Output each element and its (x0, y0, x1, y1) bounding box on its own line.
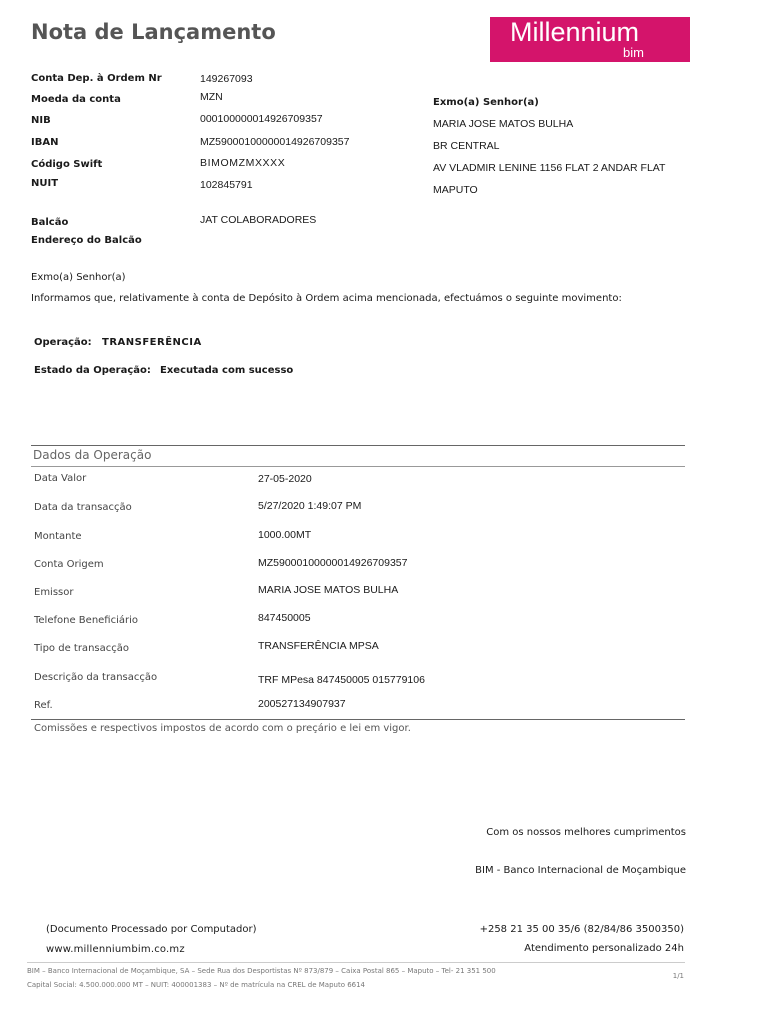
recipient-line-address: AV VLADMIR LENINE 1156 FLAT 2 ANDAR FLAT (433, 162, 666, 174)
op-row-label: Emissor (34, 587, 74, 598)
op-row-value: 847450005 (258, 612, 311, 624)
op-row-label: Conta Origem (34, 559, 104, 570)
letter-body: Informamos que, relativamente à conta de Depósito à Ordem acima mencionada, efectuámos o seguinte movimento: (31, 293, 622, 304)
recipient-line-city: MAPUTO (433, 184, 478, 196)
op-row-value: MARIA JOSE MATOS BULHA (258, 584, 399, 596)
footer-line-2: Capital Social: 4.500.000.000 MT – NUIT: 400001383 – Nº de matrícula na CREL de Maputo 6614 (27, 981, 366, 989)
branch-address-label: Endereço do Balcão (31, 235, 142, 246)
closing-bank: BIM - Banco Internacional de Moçambique (475, 865, 686, 876)
recipient-heading: Exmo(a) Senhor(a) (433, 97, 539, 108)
branch-value: JAT COLABORADORES (200, 214, 317, 226)
section-bottom-rule (31, 719, 685, 720)
op-row-value: MZ59000100000014926709357 (258, 557, 408, 569)
account-number-value: 149267093 (200, 73, 253, 85)
processed-note: (Documento Processado por Computador) (46, 924, 257, 935)
fees-note: Comissões e respectivos impostos de acordo com o preçário e lei em vigor. (34, 723, 411, 734)
service-hours: Atendimento personalizado 24h (524, 943, 684, 954)
section-top-rule (31, 445, 685, 446)
op-row-value: TRF MPesa 847450005 015779106 (258, 674, 425, 686)
account-number-label: Conta Dep. à Ordem Nr (31, 73, 162, 84)
currency-label: Moeda da conta (31, 94, 121, 105)
op-row-label: Telefone Beneficiário (34, 615, 139, 626)
op-row-value: 200527134907937 (258, 698, 346, 710)
branch-label: Balcão (31, 217, 69, 228)
op-row-value: 27-05-2020 (258, 473, 312, 485)
recipient-line-branch: BR CENTRAL (433, 140, 500, 152)
logo-word: Millennium (510, 17, 640, 47)
op-row-label: Data Valor (34, 473, 87, 484)
operation-label: Operação: (34, 337, 92, 348)
swift-value: BIMOMZMXXXX (200, 157, 286, 169)
page-title: Nota de Lançamento (31, 20, 276, 44)
iban-label: IBAN (31, 137, 59, 148)
closing-regards: Com os nossos melhores cumprimentos (486, 827, 686, 838)
nuit-value: 102845791 (200, 179, 253, 191)
op-row-value: 1000.00MT (258, 529, 312, 541)
logo-sub: bim (623, 45, 644, 60)
op-row-label: Descrição da transacção (34, 672, 158, 683)
status-value: Executada com sucesso (160, 365, 294, 376)
op-row-label: Tipo de transacção (34, 643, 129, 654)
letter-greeting: Exmo(a) Senhor(a) (31, 272, 126, 283)
op-row-label: Montante (34, 531, 82, 542)
op-row-value: 5/27/2020 1:49:07 PM (258, 500, 362, 512)
section-title: Dados da Operação (33, 448, 152, 462)
op-row-label: Data da transacção (34, 502, 132, 513)
op-row-value: TRANSFERÊNCIA MPSA (258, 640, 379, 652)
nib-value: 000100000014926709357 (200, 113, 323, 125)
op-row-label: Ref. (34, 700, 53, 711)
currency-value: MZN (200, 91, 223, 103)
recipient-line-name: MARIA JOSE MATOS BULHA (433, 118, 574, 130)
iban-value: MZ59000100000014926709357 (200, 136, 350, 148)
footer-rule (27, 962, 685, 963)
website-link[interactable]: www.millenniumbim.co.mz (46, 944, 185, 955)
swift-label: Código Swift (31, 159, 103, 170)
phone-number: +258 21 35 00 35/6 (82/84/86 3500350) (479, 924, 684, 935)
bank-logo (490, 17, 690, 62)
status-label: Estado da Operação: (34, 365, 151, 376)
operation-value: TRANSFERÊNCIA (102, 337, 202, 348)
nuit-label: NUIT (31, 178, 59, 189)
section-header-rule (31, 466, 685, 467)
footer-line-1: BIM – Banco Internacional de Moçambique, SA – Sede Rua dos Desportistas Nº 873/879 – Caixa Postal 865 – Maputo – Tel- 21 351 500 (27, 967, 496, 975)
page-number: 1/1 (672, 972, 684, 980)
nib-label: NIB (31, 115, 51, 126)
